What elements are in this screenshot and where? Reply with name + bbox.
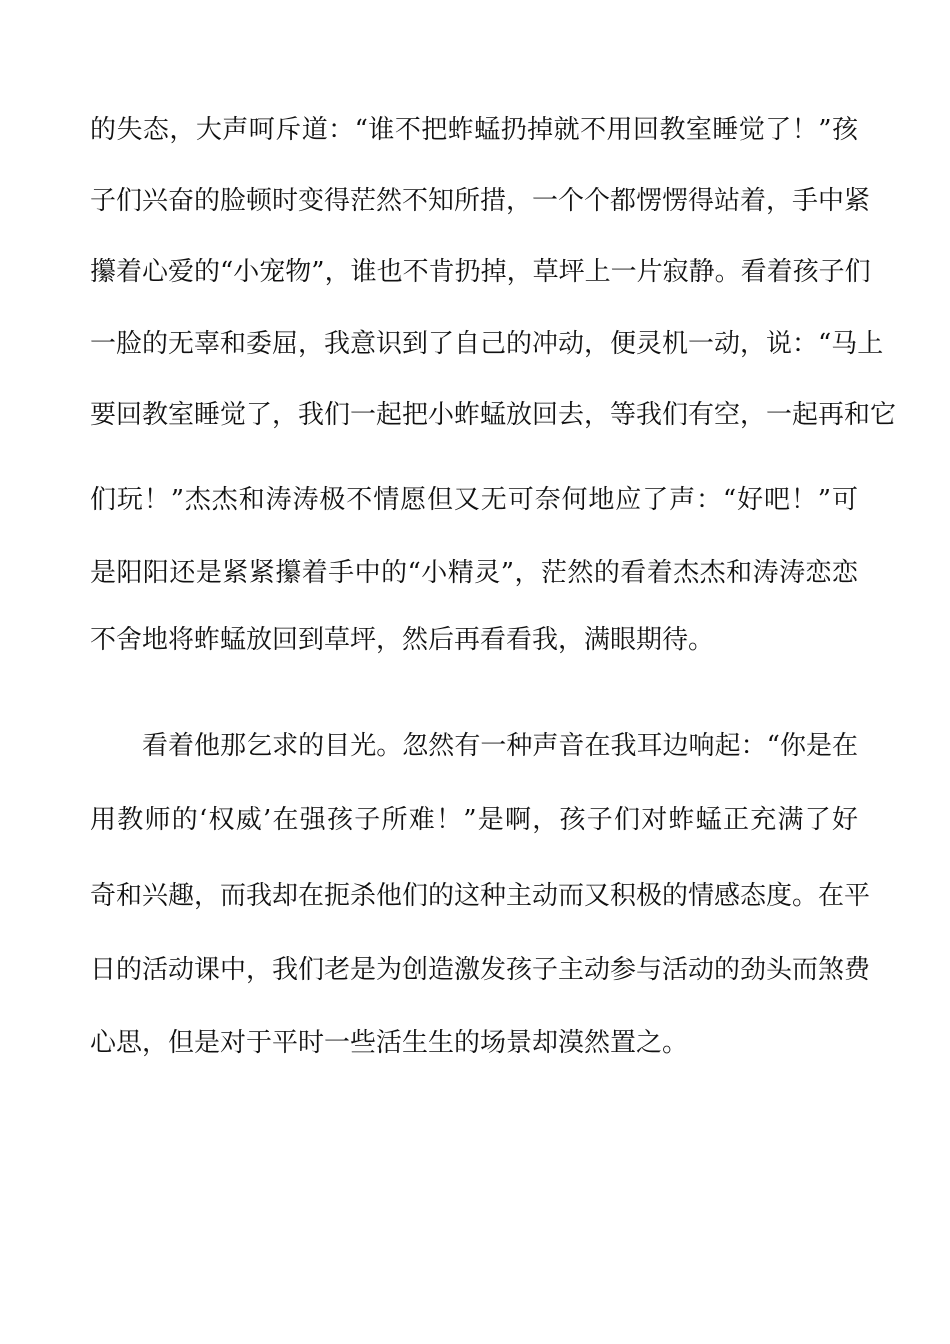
paragraph-1-line-7: 是阳阳还是紧紧攥着手中的“小精灵”，茫然的看着杰杰和涛涛恋恋: [90, 558, 858, 588]
paragraph-1-line-5: 要回教室睡觉了，我们一起把小蚱蜢放回去，等我们有空，一起再和它: [90, 400, 897, 430]
paragraph-1-line-4: 一脸的无辜和委屈，我意识到了自己的冲动，便灵机一动，说：“马上: [90, 329, 884, 359]
paragraph-1-line-6: 们玩！”杰杰和涛涛极不情愿但又无可奈何地应了声：“好吧！”可: [90, 485, 858, 515]
paragraph-1-line-3: 攥着心爱的“小宠物”，谁也不肯扔掉，草坪上一片寂静。看着孩子们: [90, 257, 871, 287]
paragraph-1-line-8: 不舍地将蚱蜢放回到草坪，然后再看看我，满眼期待。: [90, 625, 715, 655]
paragraph-2-line-2: 用教师的‘权威’在强孩子所难！”是啊，孩子们对蚱蜢正充满了好: [90, 805, 858, 835]
paragraph-1-line-2: 子们兴奋的脸顿时变得茫然不知所措，一个个都愣愣得站着，手中紧: [90, 186, 871, 216]
paragraph-1-line-1: 的失态，大声呵斥道：“谁不把蚱蜢扔掉就不用回教室睡觉了！”孩: [90, 115, 858, 145]
paragraph-2-line-4: 日的活动课中，我们老是为创造激发孩子主动参与活动的劲头而煞费: [90, 955, 871, 985]
paragraph-2-line-3: 奇和兴趣，而我却在扼杀他们的这种主动而又积极的情感态度。在平: [90, 881, 871, 911]
paragraph-2-line-1: 看着他那乞求的目光。忽然有一种声音在我耳边响起：“你是在: [142, 731, 858, 761]
paragraph-2-line-5: 心思，但是对于平时一些活生生的场景却漠然置之。: [90, 1028, 689, 1058]
